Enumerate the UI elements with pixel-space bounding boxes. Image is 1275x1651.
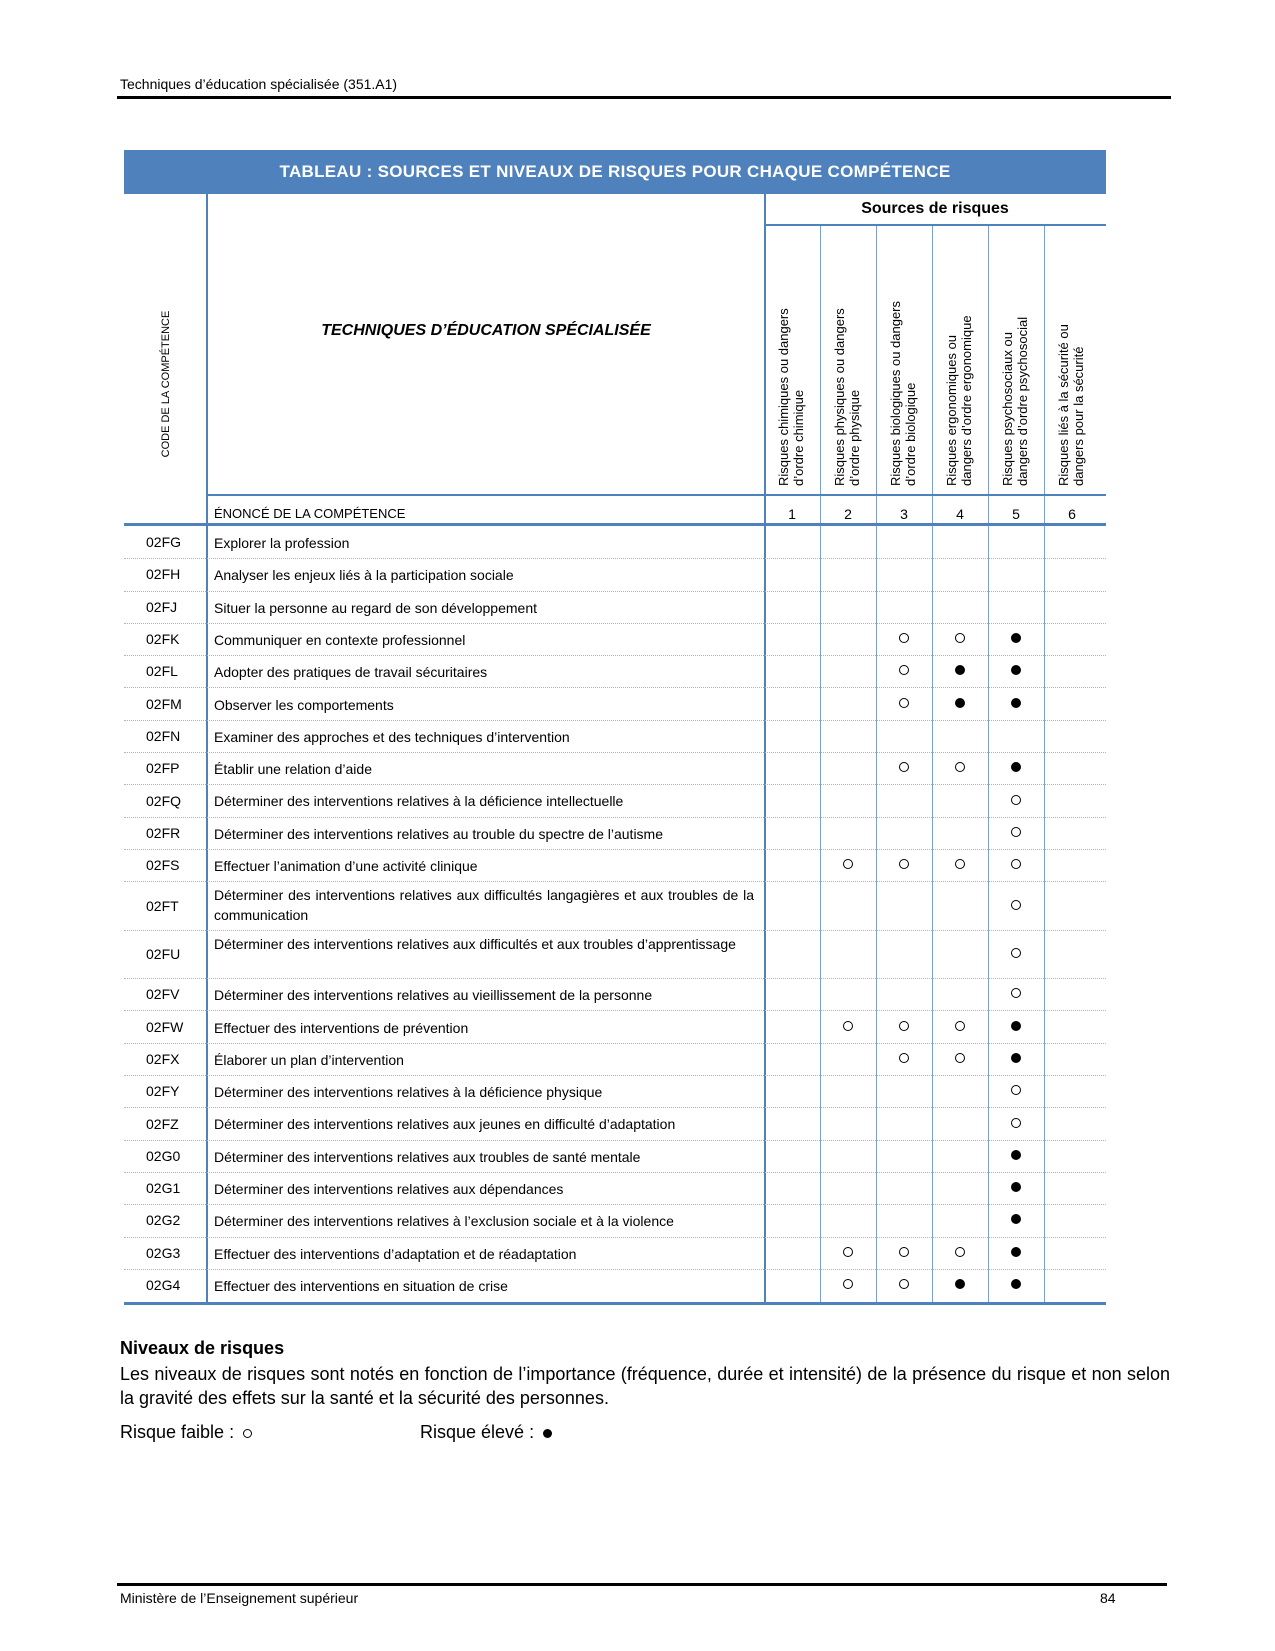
high-risk-icon: [543, 1429, 552, 1438]
competence-statement: Déterminer des interventions relatives à la déficience intellectuelle: [214, 793, 624, 810]
low-risk-icon: [899, 1247, 909, 1257]
low-risk-icon: [955, 1053, 965, 1063]
low-risk-icon: [899, 633, 909, 643]
legend-high: [420, 1422, 552, 1443]
source-header-line: Risques psychosociaux ou: [1000, 332, 1015, 486]
competence-statement: Effectuer des interventions d’adaptation et de réadaptation: [214, 1245, 577, 1262]
competence-statement: Déterminer des interventions relatives au vieillissement de la personne: [214, 987, 653, 1004]
competence-code: 02FU: [146, 945, 181, 962]
source-number-3: 3: [900, 506, 908, 522]
high-risk-icon: [1011, 1150, 1021, 1160]
competence-code: 02G2: [146, 1212, 181, 1229]
source-number-2: 2: [844, 506, 852, 522]
table-row: [124, 1108, 1106, 1140]
source-header-6: [1056, 246, 1086, 486]
levels-text: Les niveaux de risques sont notés en fonction de l’importance (fréquence, durée et intensité) de la présence du risque et non selon la gravité des effets sur la santé et la sécurité des personnes.: [120, 1364, 1170, 1408]
competence-statement: Communiquer en contexte professionnel: [214, 631, 466, 648]
low-risk-icon: [243, 1429, 252, 1438]
low-risk-icon: [1011, 988, 1021, 998]
table-row: [124, 882, 1106, 930]
competence-code: 02FJ: [146, 598, 178, 615]
competence-statement: Adopter des pratiques de travail sécuritaires: [214, 664, 488, 681]
table-row: [124, 1141, 1106, 1173]
competence-statement: Déterminer des interventions relatives aux jeunes en difficulté d’adaptation: [214, 1116, 676, 1133]
low-risk-icon: [899, 1279, 909, 1289]
low-risk-icon: [899, 698, 909, 708]
statement-column-header: ÉNONCÉ DE LA COMPÉTENCE: [214, 506, 406, 521]
competence-statement: Déterminer des interventions relatives aux difficultés langagières et aux troubles de la communication: [214, 887, 754, 924]
competence-statement: Établir une relation d’aide: [214, 761, 372, 778]
competence-code: 02FM: [146, 695, 182, 712]
risk-table: [124, 194, 1106, 1306]
source-header-line: Risques biologiques ou dangers: [888, 300, 903, 486]
high-risk-icon: [1011, 1279, 1021, 1289]
table-row: [124, 1076, 1106, 1108]
table-row: [124, 592, 1106, 624]
table-row: [124, 1012, 1106, 1044]
high-risk-icon: [1011, 698, 1021, 708]
high-risk-icon: [1011, 1214, 1021, 1224]
source-header-line: dangers d’ordre ergonomique: [959, 315, 974, 486]
low-risk-icon: [843, 1021, 853, 1031]
low-risk-icon: [955, 1021, 965, 1031]
competence-code: 02G3: [146, 1244, 181, 1261]
source-header-line: d’ordre biologique: [903, 382, 918, 486]
competence-code: 02FL: [146, 663, 178, 680]
table-row: [124, 559, 1106, 591]
competence-statement: Déterminer des interventions relatives aux troubles de santé mentale: [214, 1148, 641, 1165]
low-risk-icon: [1011, 900, 1021, 910]
competence-code: 02FZ: [146, 1115, 179, 1132]
table-row: [124, 721, 1106, 753]
levels-title: Niveaux de risques: [120, 1338, 285, 1358]
source-header-line: dangers d’ordre psychosocial: [1015, 316, 1030, 486]
source-header-1: [776, 246, 806, 486]
competence-code: 02FK: [146, 631, 180, 648]
high-risk-icon: [955, 698, 965, 708]
high-risk-icon: [1011, 1182, 1021, 1192]
low-risk-icon: [899, 1021, 909, 1031]
table-row: [124, 1238, 1106, 1270]
low-risk-icon: [843, 1279, 853, 1289]
table-row: [124, 1205, 1106, 1237]
sources-title: Sources de risques: [861, 200, 1009, 217]
competence-statement: Explorer la profession: [214, 535, 350, 551]
source-number-1: 1: [788, 506, 796, 522]
footer-ministry: Ministère de l’Enseignement supérieur: [120, 1590, 359, 1606]
low-risk-icon: [1011, 1085, 1021, 1095]
high-risk-icon: [1011, 762, 1021, 772]
table-row: [124, 1044, 1106, 1076]
table-row: [124, 656, 1106, 688]
legend-low-label: Risque faible :: [120, 1422, 235, 1442]
source-number-6: 6: [1068, 506, 1076, 522]
code-column-header: CODE DE LA COMPÉTENCE: [160, 310, 172, 458]
competence-code: 02FV: [146, 986, 180, 1003]
source-header-line: Risques chimiques ou dangers: [776, 308, 791, 486]
grid-hline-sources: [764, 224, 1106, 226]
competence-statement: Examiner des approches et des techniques d’intervention: [214, 728, 570, 745]
high-risk-icon: [1011, 665, 1021, 675]
footer-rule: [117, 1583, 1167, 1586]
high-risk-icon: [955, 665, 965, 675]
source-header-4: [944, 246, 974, 486]
source-header-line: dangers pour la sécurité: [1071, 346, 1086, 486]
competence-statement: Déterminer des interventions relatives aux dépendances: [214, 1181, 564, 1197]
grid-hline-bottom: [124, 1302, 1106, 1305]
table-row: [124, 1270, 1106, 1302]
competence-code: 02FN: [146, 727, 181, 744]
page-number: 84: [1100, 1590, 1116, 1606]
table-row: [124, 1173, 1106, 1205]
competence-statement: Effectuer des interventions en situation de crise: [214, 1277, 508, 1294]
low-risk-icon: [843, 1247, 853, 1257]
low-risk-icon: [1011, 1118, 1021, 1128]
competence-statement: Élaborer un plan d’intervention: [214, 1051, 404, 1068]
competence-code: 02G1: [146, 1180, 181, 1197]
running-header: Techniques d’éducation spécialisée (351.A1): [120, 76, 398, 92]
high-risk-icon: [1011, 633, 1021, 643]
low-risk-icon: [955, 859, 965, 869]
competence-code: 02FG: [146, 534, 182, 551]
table-row: [124, 850, 1106, 882]
high-risk-icon: [1011, 1021, 1021, 1031]
low-risk-icon: [1011, 948, 1021, 958]
source-header-line: d’ordre physique: [847, 389, 862, 486]
competence-code: 02FP: [146, 760, 180, 777]
source-header-line: d’ordre chimique: [791, 389, 806, 486]
legend-high-label: Risque élevé :: [420, 1422, 535, 1442]
low-risk-icon: [843, 859, 853, 869]
competence-code: 02G0: [146, 1147, 181, 1164]
legend-low: [120, 1422, 252, 1443]
competence-statement: Effectuer l’animation d’une activité clinique: [214, 858, 478, 874]
low-risk-icon: [899, 665, 909, 675]
program-title: TECHNIQUES D’ÉDUCATION SPÉCIALISÉE: [321, 322, 651, 339]
grid-hline-body: [124, 523, 1106, 526]
source-header-line: Risques physiques ou dangers: [832, 308, 847, 486]
competence-statement: Déterminer des interventions relatives au trouble du spectre de l’autisme: [214, 825, 664, 842]
competence-code: 02FW: [146, 1018, 184, 1035]
competence-code: 02FX: [146, 1050, 180, 1067]
source-number-4: 4: [956, 506, 964, 522]
competence-code: 02FQ: [146, 792, 182, 809]
competence-statement: Observer les comportements: [214, 696, 394, 713]
high-risk-icon: [955, 1279, 965, 1289]
table-row: [124, 785, 1106, 817]
competence-statement: Déterminer des interventions relatives aux difficultés et aux troubles d’apprentissage: [214, 935, 736, 952]
low-risk-icon: [955, 633, 965, 643]
source-header-3: [888, 246, 918, 486]
table-row: [124, 818, 1106, 850]
competence-code: 02FT: [146, 897, 179, 914]
table-row: [124, 931, 1106, 979]
competence-statement: Effectuer des interventions de prévention: [214, 1019, 469, 1036]
table-row: [124, 527, 1106, 559]
low-risk-icon: [1011, 827, 1021, 837]
source-header-line: Risques ergonomiques ou: [944, 334, 959, 486]
high-risk-icon: [1011, 1053, 1021, 1063]
high-risk-icon: [1011, 1247, 1021, 1257]
low-risk-icon: [955, 1247, 965, 1257]
competence-statement: Situer la personne au regard de son développement: [214, 599, 537, 616]
competence-code: 02FY: [146, 1083, 180, 1100]
source-header-5: [1000, 246, 1030, 486]
competence-statement: Analyser les enjeux liés à la participation sociale: [214, 567, 514, 584]
table-row: [124, 979, 1106, 1011]
source-number-5: 5: [1012, 506, 1020, 522]
table-banner: TABLEAU : SOURCES ET NIVEAUX DE RISQUES POUR CHAQUE COMPÉTENCE: [124, 150, 1106, 194]
competence-statement: Déterminer des interventions relatives à l’exclusion sociale et à la violence: [214, 1213, 674, 1230]
low-risk-icon: [899, 1053, 909, 1063]
competence-code: 02FS: [146, 857, 180, 874]
low-risk-icon: [955, 762, 965, 772]
grid-hline-head: [206, 494, 1106, 496]
competence-code: 02FR: [146, 824, 181, 841]
table-row: [124, 753, 1106, 785]
source-header-2: [832, 246, 862, 486]
low-risk-icon: [899, 859, 909, 869]
table-row: [124, 689, 1106, 721]
low-risk-icon: [1011, 795, 1021, 805]
header-rule: [117, 96, 1171, 99]
table-row: [124, 624, 1106, 656]
low-risk-icon: [1011, 859, 1021, 869]
competence-code: 02G4: [146, 1277, 181, 1294]
source-header-line: Risques liés à la sécurité ou: [1056, 324, 1071, 486]
competence-statement: Déterminer des interventions relatives à la déficience physique: [214, 1084, 603, 1101]
low-risk-icon: [899, 762, 909, 772]
competence-code: 02FH: [146, 566, 181, 583]
